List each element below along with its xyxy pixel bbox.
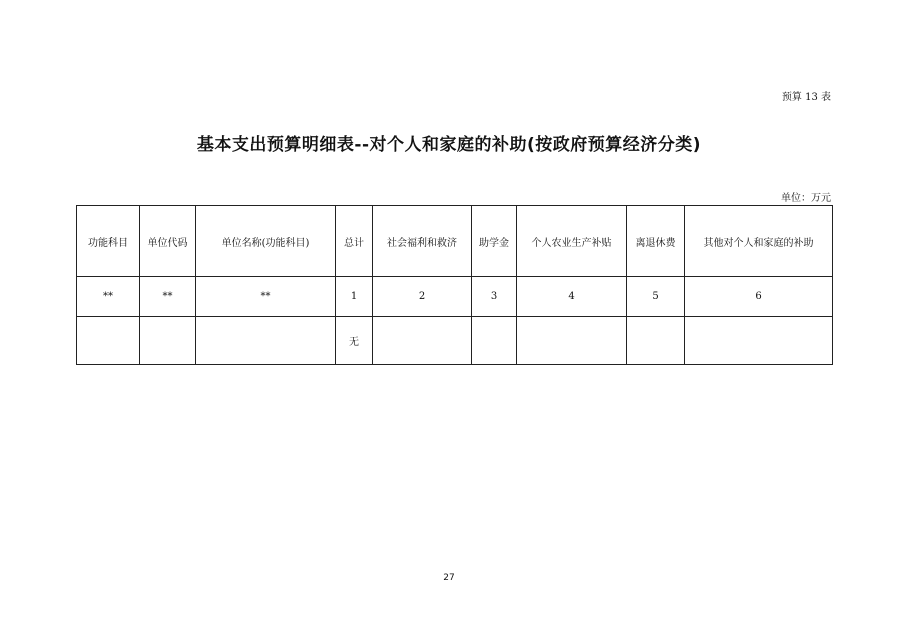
table-cell: 6 (685, 277, 833, 317)
column-header-other-subsidy: 其他对个人和家庭的补助 (685, 206, 833, 277)
column-header-unit-name: 单位名称(功能科目) (196, 206, 336, 277)
unit-label: 单位：万元 (781, 193, 831, 204)
column-header-social-welfare: 社会福利和救济 (373, 206, 472, 277)
page-title: 基本支出预算明细表--对个人和家庭的补助(按政府预算经济分类) (196, 135, 702, 155)
table-header-row (77, 206, 833, 277)
table-cell: ** (196, 277, 336, 317)
table-index-row (77, 277, 833, 317)
table-cell (373, 317, 472, 365)
column-header-agricultural-subsidy: 个人农业生产补贴 (517, 206, 627, 277)
page-number: 27 (443, 573, 455, 583)
table-cell: 3 (472, 277, 517, 317)
table-row (77, 317, 833, 365)
table-number: 预算 13 表 (781, 92, 831, 103)
table-cell (517, 317, 627, 365)
table-cell: ** (77, 277, 140, 317)
column-header-function-subject: 功能科目 (77, 206, 140, 277)
table-cell-total: 无 (336, 317, 373, 365)
column-header-total: 总计 (336, 206, 373, 277)
table-cell: 2 (373, 277, 472, 317)
table-cell (140, 317, 196, 365)
table-cell: ** (140, 277, 196, 317)
table-cell: 4 (517, 277, 627, 317)
table-cell (627, 317, 685, 365)
table-cell (196, 317, 336, 365)
column-header-unit-code: 单位代码 (140, 206, 196, 277)
table-cell (685, 317, 833, 365)
column-header-retirement: 离退休费 (627, 206, 685, 277)
table-cell (472, 317, 517, 365)
table-cell: 1 (336, 277, 373, 317)
budget-table (76, 205, 833, 365)
column-header-scholarship: 助学金 (472, 206, 517, 277)
table-cell: 5 (627, 277, 685, 317)
table-cell (77, 317, 140, 365)
